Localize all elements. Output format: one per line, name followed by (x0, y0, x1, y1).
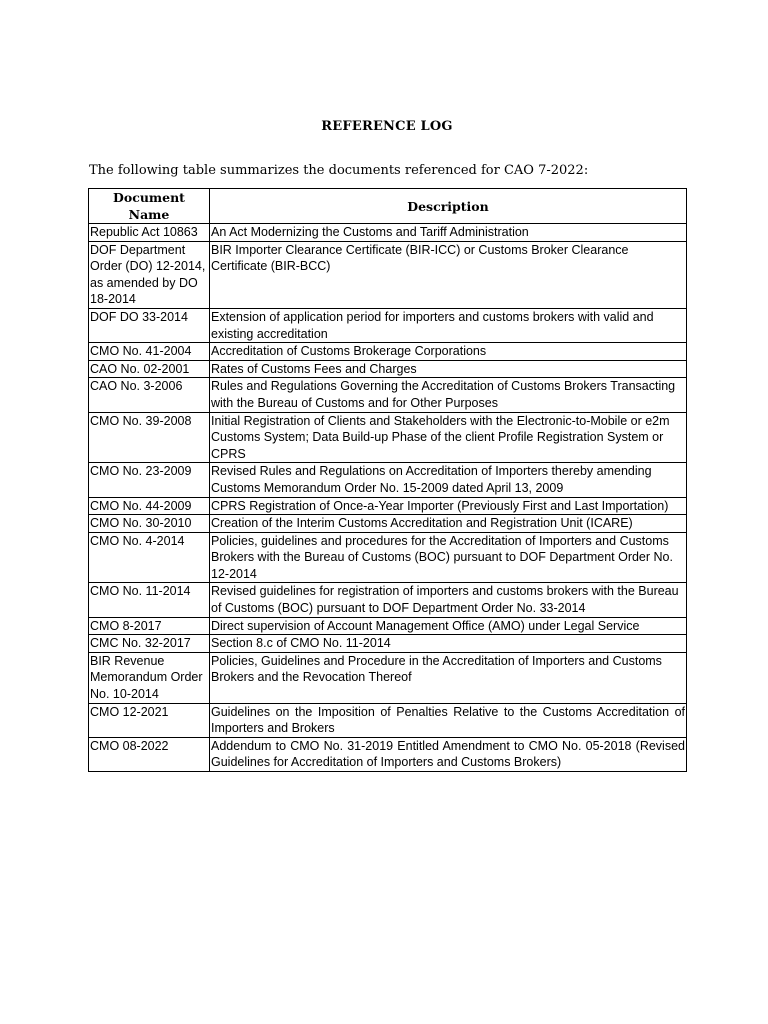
document-name-cell: CMO No. 11-2014 (89, 583, 210, 617)
table-row (89, 343, 687, 361)
table-row (89, 378, 687, 412)
document-name-cell: CMO 12-2021 (89, 703, 210, 737)
document-name-cell: CAO No. 3-2006 (89, 378, 210, 412)
description-cell: Direct supervision of Account Management Office (AMO) under Legal Service (210, 617, 687, 635)
description-cell: Initial Registration of Clients and Stakeholders with the Electronic-to-Mobile or e2m Customs System; Data Build-up Phase of the client Profile Registration System or CPRS (210, 412, 687, 463)
table-row (89, 463, 687, 497)
table-row (89, 360, 687, 378)
table-row (89, 703, 687, 737)
table-row (89, 412, 687, 463)
description-cell: Addendum to CMO No. 31-2019 Entitled Amendment to CMO No. 05-2018 (Revised Guidelines for Accreditation of Importers and Customs Brokers) (210, 737, 687, 771)
document-name-cell: CMO No. 44-2009 (89, 497, 210, 515)
table-row (89, 652, 687, 703)
description-cell: Accreditation of Customs Brokerage Corporations (210, 343, 687, 361)
description-cell: Rates of Customs Fees and Charges (210, 360, 687, 378)
description-cell: Policies, Guidelines and Procedure in the Accreditation of Importers and Customs Brokers and the Revocation Thereof (210, 652, 687, 703)
document-name-cell: CMO No. 4-2014 (89, 532, 210, 583)
description-cell: Extension of application period for importers and customs brokers with valid and existing accreditation (210, 308, 687, 342)
document-name-cell: CMO 08-2022 (89, 737, 210, 771)
document-name-cell: BIR Revenue Memorandum Order No. 10-2014 (89, 652, 210, 703)
document-name-cell: Republic Act 10863 (89, 224, 210, 242)
description-cell: CPRS Registration of Once-a-Year Importer (Previously First and Last Importation) (210, 497, 687, 515)
document-name-cell: DOF DO 33-2014 (89, 308, 210, 342)
document-name-cell: CMO 8-2017 (89, 617, 210, 635)
table-row (89, 515, 687, 533)
document-name-cell: CMO No. 41-2004 (89, 343, 210, 361)
table-row (89, 241, 687, 308)
header-document-name: Document Name (89, 189, 210, 224)
description-cell: BIR Importer Clearance Certificate (BIR-ICC) or Customs Broker Clearance Certificate (BIR-BCC) (210, 241, 687, 308)
table-row (89, 532, 687, 583)
description-cell: Revised guidelines for registration of importers and customs brokers with the Bureau of Customs (BOC) pursuant to DOF Department Order No. 33-2014 (210, 583, 687, 617)
description-cell: Creation of the Interim Customs Accreditation and Registration Unit (ICARE) (210, 515, 687, 533)
document-name-cell: CMO No. 30-2010 (89, 515, 210, 533)
table-row (89, 308, 687, 342)
table-row (89, 497, 687, 515)
document-name-cell: DOF Department Order (DO) 12-2014, as amended by DO 18-2014 (89, 241, 210, 308)
table-row (89, 617, 687, 635)
document-name-cell: CMO No. 39-2008 (89, 412, 210, 463)
table-row (89, 583, 687, 617)
document-name-cell: CAO No. 02-2001 (89, 360, 210, 378)
table-row (89, 737, 687, 771)
description-cell: Section 8.c of CMO No. 11-2014 (210, 635, 687, 653)
description-cell: An Act Modernizing the Customs and Tariff Administration (210, 224, 687, 242)
reference-table (88, 188, 687, 772)
description-cell: Revised Rules and Regulations on Accreditation of Importers thereby amending Customs Memorandum Order No. 15-2009 dated April 13, 2009 (210, 463, 687, 497)
intro-paragraph: The following table summarizes the documents referenced for CAO 7-2022: (89, 163, 589, 178)
description-cell: Rules and Regulations Governing the Accreditation of Customs Brokers Transacting with the Bureau of Customs and for Other Purposes (210, 378, 687, 412)
table-row (89, 635, 687, 653)
document-title: REFERENCE LOG (321, 119, 453, 134)
description-cell: Policies, guidelines and procedures for the Accreditation of Importers and Customs Brokers with the Bureau of Customs (BOC) pursuant to DOF Department Order No. 12-2014 (210, 532, 687, 583)
description-cell: Guidelines on the Imposition of Penalties Relative to the Customs Accreditation of Importers and Brokers (210, 703, 687, 737)
document-name-cell: CMO No. 23-2009 (89, 463, 210, 497)
header-description: Description (210, 189, 687, 224)
document-name-cell: CMC No. 32-2017 (89, 635, 210, 653)
table-row (89, 224, 687, 242)
table-header-row (89, 189, 687, 224)
